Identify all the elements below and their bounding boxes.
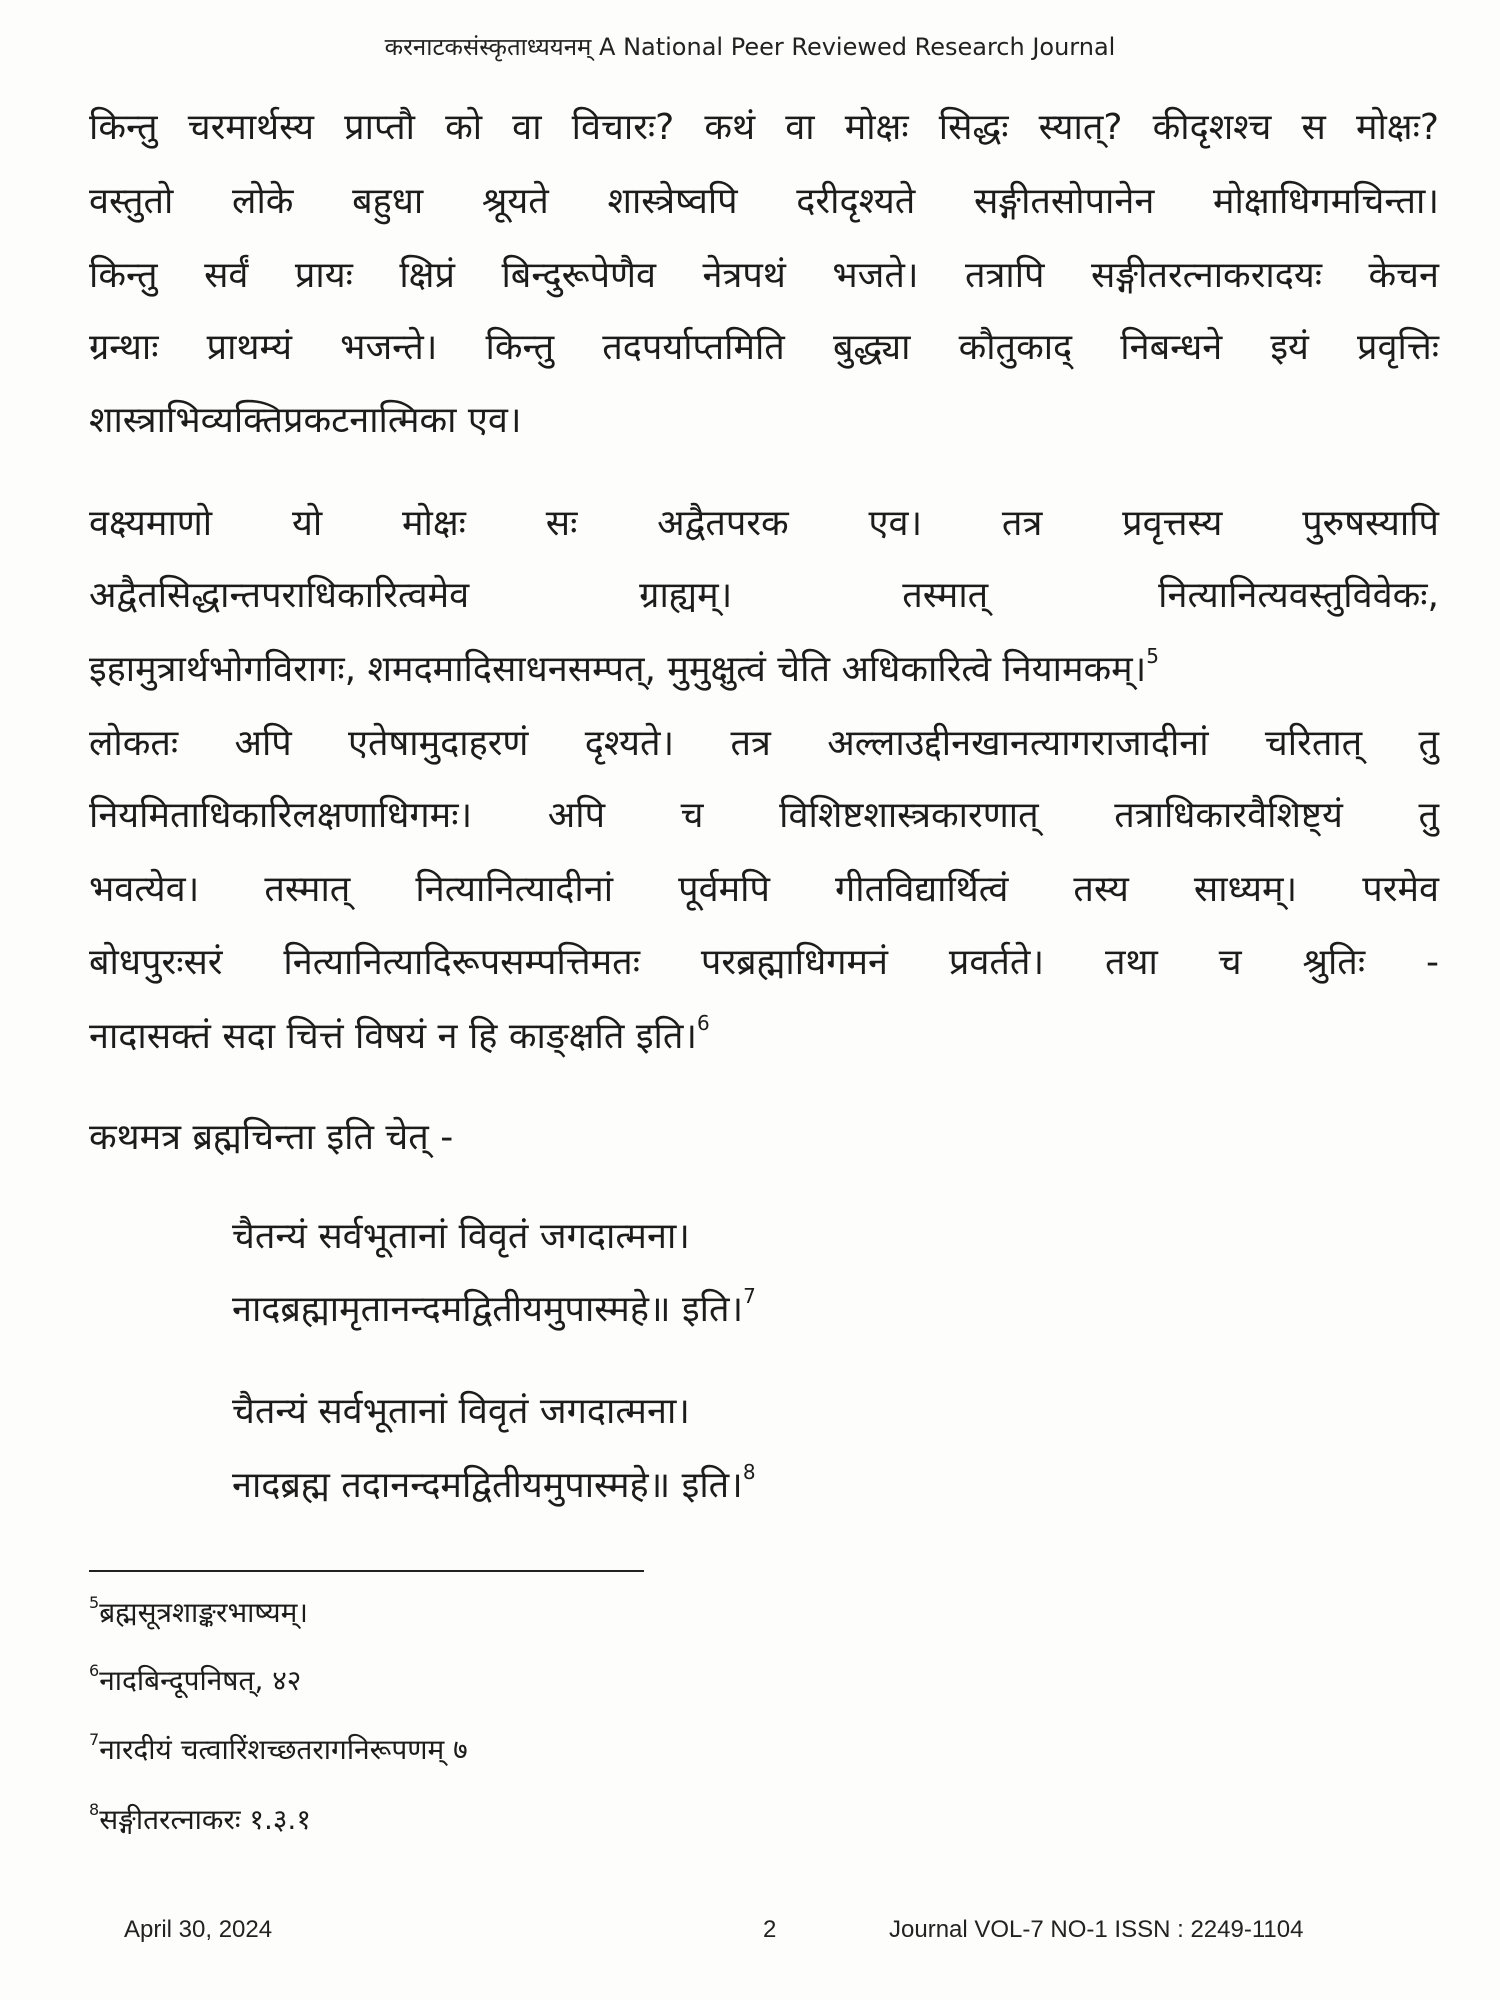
text-line: लोकतः अपि एतेषामुदाहरणं दृश्यते। तत्र अल्लाउद्दीनखानत्यागराजादीनां चरितात् तु bbox=[89, 723, 1439, 764]
text-line: किन्तु सर्वं प्रायः क्षिप्रं बिन्दुरूपेणैव नेत्रपथं भजते। तत्रापि सङ्गीतरत्नाकरादयः केचन bbox=[89, 255, 1439, 296]
footer-date: April 30, 2024 bbox=[124, 1916, 273, 1943]
question-line: कथमत्र ब्रह्मचिन्ता इति चेत् - bbox=[89, 1117, 454, 1158]
text-line: वक्ष्यमाणो यो मोक्षः सः अद्वैतपरक एव। तत्र प्रवृत्तस्य पुरुषस्यापि bbox=[89, 503, 1439, 544]
footnote-text: सङ्गीतरत्नाकरः १.३.१ bbox=[99, 1803, 311, 1836]
text-line bbox=[89, 646, 1439, 694]
verse-line: चैतन्यं सर्वभूतानां विवृतं जगदात्मना। bbox=[232, 1391, 690, 1432]
footnote-ref[interactable]: 5 bbox=[1146, 644, 1160, 668]
footnote-text: ब्रह्मसूत्रशाङ्करभाष्यम्। bbox=[99, 1596, 308, 1629]
verse-line bbox=[232, 1462, 756, 1510]
text-line: बोधपुरःसरं नित्यानित्यादिरूपसम्पत्तिमतः परब्रह्माधिगमनं प्रवर्तते। तथा च श्रुतिः - bbox=[89, 942, 1439, 983]
footnote-text: नारदीयं चत्वारिंशच्छतरागनिरूपणम् ७ bbox=[99, 1733, 468, 1766]
page-number: 2 bbox=[763, 1916, 777, 1943]
footnote-number: 7 bbox=[89, 1730, 100, 1749]
line-text: इहामुत्रार्थभोगविरागः, शमदमादिसाधनसम्पत्, मुमुक्षुत्वं चेति अधिकारित्वे नियामकम्। bbox=[89, 649, 1147, 690]
text-line: भवत्येव। तस्मात् नित्यानित्यादीनां पूर्वमपि गीतविद्यार्थित्वं तस्य साध्यम्। परमेव bbox=[89, 869, 1439, 910]
footnote bbox=[89, 1661, 301, 1701]
text-line: शास्त्राभिव्यक्तिप्रकटनात्मिका एव। bbox=[89, 400, 522, 441]
text-line: किन्तु चरमार्थस्य प्राप्तौ को वा विचारः? कथं वा मोक्षः सिद्धः स्यात्? कीदृशश्च स मोक्षः? bbox=[89, 107, 1439, 148]
footnote bbox=[89, 1730, 468, 1770]
text-line: वस्तुतो लोके बहुधा श्रूयते शास्त्रेष्वपि दरीदृश्यते सङ्गीतसोपानेन मोक्षाधिगमचिन्ता। bbox=[89, 181, 1439, 222]
verse-line: चैतन्यं सर्वभूतानां विवृतं जगदात्मना। bbox=[232, 1216, 690, 1257]
text-line: ग्रन्थाः प्राथम्यं भजन्ते। किन्तु तदपर्याप्तमिति बुद्ध्या कौतुकाद् निबन्धने इयं प्रवृत्तिः bbox=[89, 327, 1439, 368]
footnote-number: 8 bbox=[89, 1800, 100, 1819]
footnote-number: 6 bbox=[89, 1661, 100, 1680]
footnote-ref[interactable]: 6 bbox=[697, 1011, 710, 1035]
verse-line bbox=[232, 1286, 756, 1334]
line-text: नादासक्तं सदा चित्तं विषयं न हि काङ्क्षति इति। bbox=[89, 1016, 698, 1057]
text-line bbox=[89, 1013, 1439, 1061]
footnote-text: नादबिन्दूपनिषत्, ४२ bbox=[99, 1664, 302, 1697]
footnote-ref[interactable]: 8 bbox=[742, 1460, 756, 1484]
footnote-divider bbox=[89, 1570, 644, 1572]
line-text: नादब्रह्मामृतानन्दमद्वितीयमुपास्महे॥ इति। bbox=[232, 1289, 744, 1330]
footnote-number: 5 bbox=[89, 1593, 100, 1612]
line-text: नादब्रह्म तदानन्दमद्वितीयमुपास्महे॥ इति। bbox=[232, 1465, 743, 1506]
footnote bbox=[89, 1800, 311, 1840]
footnote bbox=[89, 1593, 308, 1633]
footnote-ref[interactable]: 7 bbox=[743, 1284, 756, 1308]
footer-journal-info: Journal VOL-7 NO-1 ISSN : 2249-1104 bbox=[889, 1916, 1304, 1943]
text-line: अद्वैतसिद्धान्तपराधिकारित्वमेव ग्राह्यम्। तस्मात् नित्यानित्यवस्तुविवेकः, bbox=[89, 575, 1439, 616]
running-header: करनाटकसंस्कृताध्ययनम् A National Peer Reviewed Research Journal bbox=[384, 33, 1116, 61]
text-line: नियमिताधिकारिलक्षणाधिगमः। अपि च विशिष्टशास्त्रकारणात् तत्राधिकारवैशिष्ट्यं तु bbox=[89, 795, 1439, 836]
